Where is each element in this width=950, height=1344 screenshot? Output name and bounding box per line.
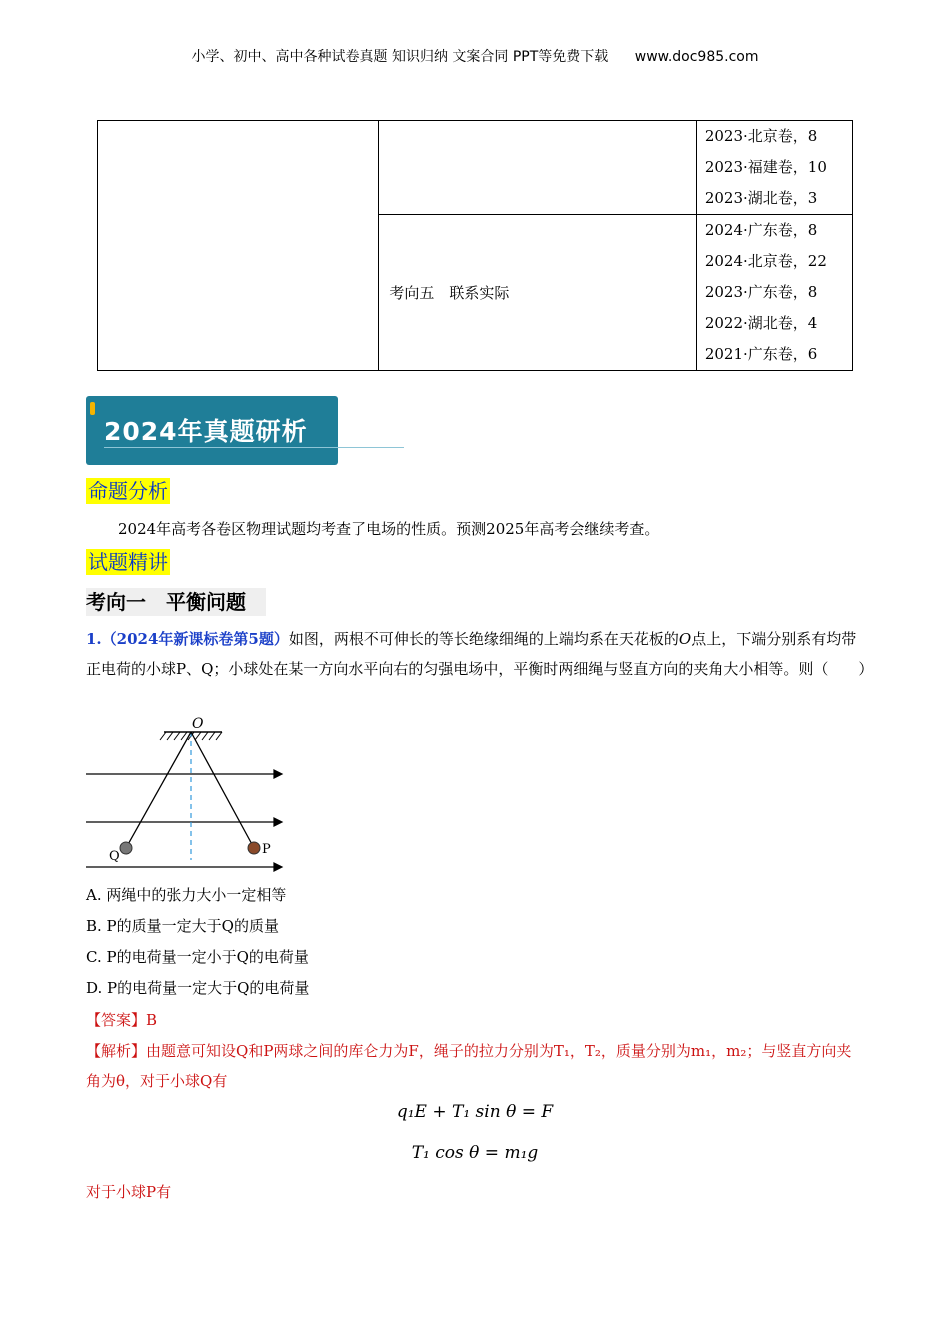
point-o-label: O xyxy=(678,630,692,648)
ball-q xyxy=(120,842,132,854)
equation-2: T₁ cos θ = m₁g xyxy=(411,1143,539,1163)
header-text: 小学、初中、高中各种试卷真题 知识归纳 文案合同 PPT等免费下载 xyxy=(191,49,609,65)
analysis-label: 【解析】 xyxy=(86,1042,147,1060)
question-number: 1. xyxy=(86,630,102,648)
question-stem xyxy=(86,624,874,684)
figure-label-o: O xyxy=(192,716,204,732)
question-source: （2024年新课标卷第5题） xyxy=(101,630,289,648)
answer-line xyxy=(86,1005,866,1035)
year-item: 2023·湖北卷，3 xyxy=(704,189,818,207)
year-item: 2024·广东卷，8 xyxy=(704,221,818,239)
banner-tag-icon xyxy=(90,402,95,415)
section-banner xyxy=(86,396,338,465)
option-c: C. P的电荷量一定小于Q的电荷量 xyxy=(86,948,309,966)
figure-label-q: Q xyxy=(109,849,120,864)
year-item: 2021·广东卷，6 xyxy=(704,345,818,363)
reference-table xyxy=(97,120,853,371)
page-header xyxy=(0,46,950,66)
rope-p xyxy=(191,732,254,848)
table-label-cell-2: 考向五 联系实际 xyxy=(379,215,696,371)
option-d: D. P的电荷量一定大于Q的电荷量 xyxy=(86,979,310,997)
analysis-text-2: 对于小球P有 xyxy=(86,1183,172,1201)
table-empty-cell xyxy=(98,121,379,371)
table-label-cell-1 xyxy=(379,121,696,215)
banner-underline xyxy=(104,447,404,448)
year-item: 2023·广东卷，8 xyxy=(704,283,818,301)
rope-q xyxy=(126,732,191,848)
option-a: A. 两绳中的张力大小一定相等 xyxy=(86,886,287,904)
answer-label: 【答案】 xyxy=(86,1011,147,1029)
header-url[interactable]: www.doc985.com xyxy=(634,49,759,65)
table-years-cell-1 xyxy=(696,121,852,215)
answer-value: B xyxy=(146,1011,158,1029)
equation-1: q₁E + T₁ sin θ = F xyxy=(396,1102,554,1122)
year-item: 2023·福建卷，10 xyxy=(704,158,827,176)
question-figure xyxy=(86,712,286,877)
analysis-block xyxy=(86,1036,866,1096)
year-item: 2023·北京卷，8 xyxy=(704,127,818,145)
year-item: 2022·湖北卷，4 xyxy=(704,314,818,332)
question-stem-part1: 如图，两根不可伸长的等长绝缘细绳的上端均系在天花板的 xyxy=(288,630,679,648)
section-title-lecture: 试题精讲 xyxy=(88,550,168,574)
figure-label-p: P xyxy=(262,842,271,857)
ball-p xyxy=(248,842,260,854)
banner-title: 2024年真题研析 xyxy=(104,417,308,446)
topic-title: 考向一 平衡问题 xyxy=(86,588,266,616)
analysis-text: 2024年高考各卷区物理试题均考查了电场的性质。预测2025年高考会继续考查。 xyxy=(118,520,660,538)
question-stem-part2: 点上，下端分别系有均带正电荷的小球P、Q；小球处在某一方向水平向右的匀强电场中，平衡时两细绳与竖直方向的夹角大小相等。则（ ） xyxy=(86,630,874,678)
analysis-text-1: 由题意可知设Q和P两球之间的库仑力为F，绳子的拉力分别为T₁，T₂，质量分别为m₁，m₂；与竖直方向夹角为θ，对于小球Q有 xyxy=(86,1042,852,1090)
year-item: 2024·北京卷，22 xyxy=(704,252,827,270)
option-b: B. P的质量一定大于Q的质量 xyxy=(86,917,279,935)
section-title-analysis: 命题分析 xyxy=(88,479,168,503)
table-years-cell-2 xyxy=(696,215,852,371)
